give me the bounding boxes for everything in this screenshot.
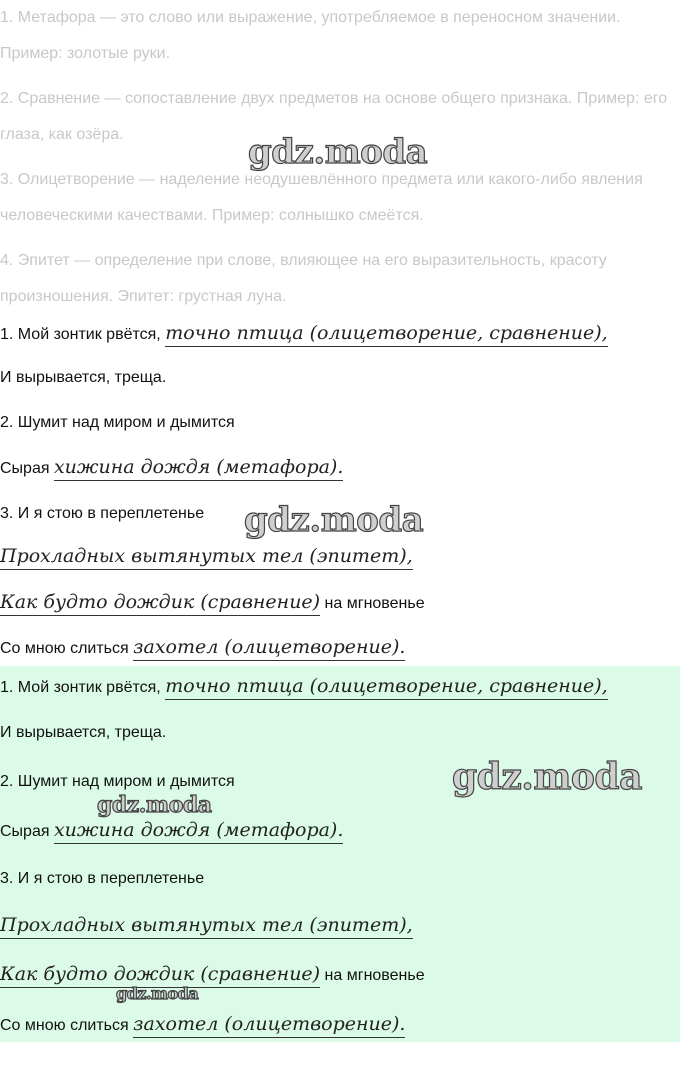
poem-line-8 <box>0 1013 405 1035</box>
poem-text: на мгновенье <box>324 967 425 984</box>
poem-text: 1. Мой зонтик рвётся, <box>0 326 161 343</box>
handwritten-answer: Как будто дождик (сравнение) <box>0 963 320 988</box>
poem-line-2: И вырывается, треща. <box>0 369 167 386</box>
poem-line-6 <box>0 545 413 567</box>
definition-comparison: 2. Сравнение — сопоставление двух предметов на основе общего признака. Пример: его глаза, как озёра. <box>0 90 668 143</box>
watermark: gdz.moda <box>452 756 642 798</box>
poem-line-1 <box>0 675 608 697</box>
poem-text: Сырая <box>0 823 50 840</box>
poem-line-3: 2. Шумит над миром и дымится <box>0 773 235 790</box>
watermark: gdz.moda <box>244 500 424 540</box>
poem-text: Со мною слиться <box>0 1017 129 1034</box>
poem-line-7 <box>0 591 425 613</box>
watermark: gdz.moda <box>248 132 428 172</box>
definition-metaphor: 1. Метафора — это слово или выражение, употребляемое в переносном значении. Пример: золотые руки. <box>0 9 621 62</box>
poem-line-5: 3. И я стою в переплетенье <box>0 505 205 522</box>
definition-personification: 3. Олицетворение — наделение неодушевлённого предмета или какого-либо явления человеческими качествами. Пример: солнышко смеётся. <box>0 171 643 224</box>
poem-text: на мгновенье <box>324 595 425 612</box>
poem-line-7 <box>0 963 425 985</box>
poem-line-1 <box>0 322 608 344</box>
handwritten-answer: точно птица (олицетворение, сравнение), <box>165 675 607 700</box>
watermark: gdz.moda <box>116 984 199 1003</box>
handwritten-answer: захотел (олицетворение). <box>133 1013 405 1038</box>
handwritten-answer: захотел (олицетворение). <box>133 636 405 661</box>
poem-line-4 <box>0 456 343 478</box>
poem-text: Сырая <box>0 460 50 477</box>
poem-text: 1. Мой зонтик рвётся, <box>0 679 161 696</box>
handwritten-answer: хижина дождя (метафора). <box>54 819 343 844</box>
poem-line-4 <box>0 819 343 841</box>
handwritten-answer: хижина дождя (метафора). <box>54 456 343 481</box>
poem-text: Со мною слиться <box>0 640 129 657</box>
handwritten-answer: Прохладных вытянутых тел (эпитет), <box>0 545 413 570</box>
poem-line-6 <box>0 914 413 936</box>
definition-epithet: 4. Эпитет — определение при слове, влияющее на его выразительность, красоту произношения. Эпитет: грустная луна. <box>0 252 607 305</box>
poem-line-2: И вырывается, треща. <box>0 724 167 741</box>
poem-line-8 <box>0 636 405 658</box>
poem-line-3: 2. Шумит над миром и дымится <box>0 414 235 431</box>
handwritten-answer: Прохладных вытянутых тел (эпитет), <box>0 914 413 939</box>
watermark: gdz.moda <box>97 792 212 818</box>
handwritten-answer: Как будто дождик (сравнение) <box>0 591 320 616</box>
poem-line-5: 3. И я стою в переплетенье <box>0 870 205 887</box>
handwritten-answer: точно птица (олицетворение, сравнение), <box>165 322 607 347</box>
